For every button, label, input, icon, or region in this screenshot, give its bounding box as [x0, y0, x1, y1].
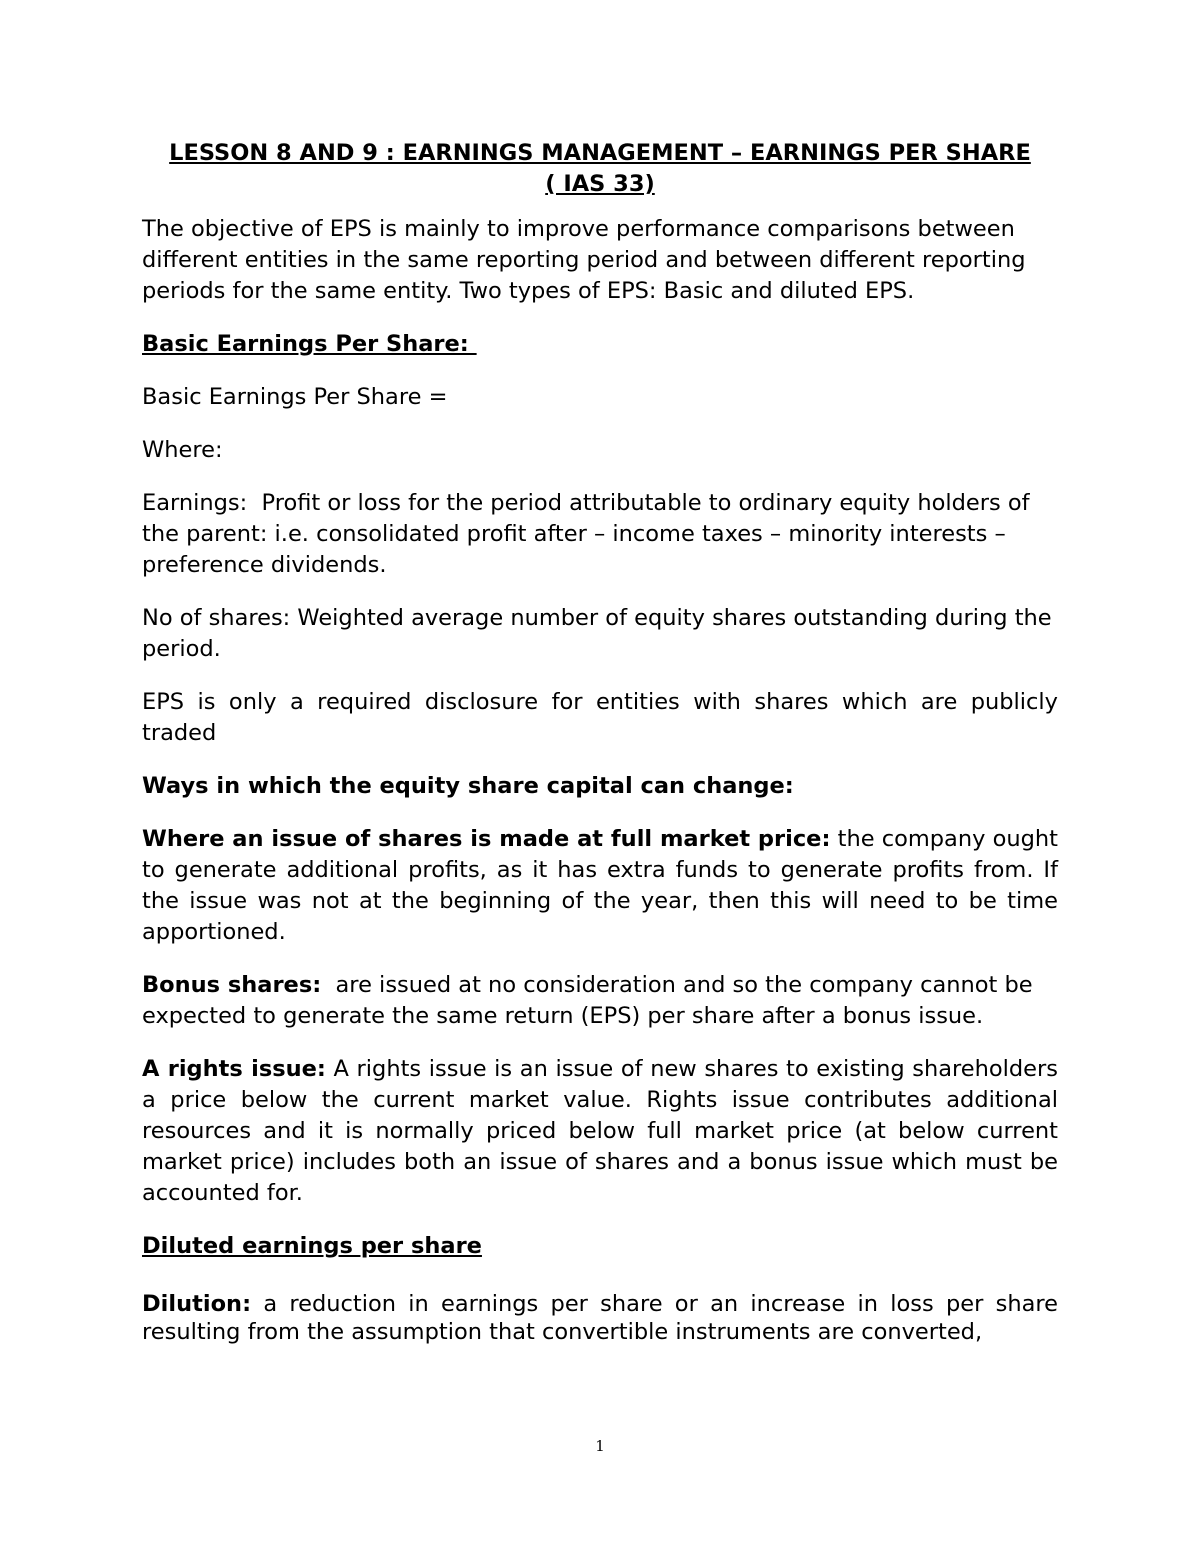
bonus-paragraph	[142, 970, 1058, 1032]
bonus-text: are issued at no consideration and so the company cannot be expected to generate the same return (EPS) per share after a bonus issue.	[142, 972, 1040, 1029]
dilution-text: a reduction in earnings per share or an increase in loss per share resulting from the assumption that convertible instruments are converted,	[142, 1291, 1058, 1345]
earnings-definition: Earnings: Profit or loss for the period attributable to ordinary equity holders of the parent: i.e. consolidated profit after – income taxes – minority interests – preference dividends.	[142, 490, 1037, 578]
full-price-text: the company ought to generate additional profits, as it has extra funds to generate profits from. If the issue was not at the beginning of the year, then this will need to be time apportioned.	[142, 826, 1058, 945]
title-line-1: LESSON 8 AND 9 : EARNINGS MANAGEMENT – EARNINGS PER SHARE	[169, 140, 1031, 166]
full-price-paragraph	[142, 824, 1058, 948]
basic-eps-heading-text: Basic Earnings Per Share:	[142, 331, 477, 357]
shares-definition: No of shares: Weighted average number of equity shares outstanding during the period.	[142, 605, 1052, 662]
page-title	[142, 138, 1058, 200]
bonus-label: Bonus shares:	[142, 972, 322, 998]
page-number: 1	[595, 1437, 605, 1455]
rights-text: A rights issue is an issue of new shares to existing shareholders a price below the current market value. Rights issue contributes additional resources and it is normally priced below full market price (at below current market price) includes both an issue of shares and a bonus issue which must be accounted for.	[142, 1056, 1058, 1206]
dilution-paragraph	[142, 1290, 1058, 1346]
basic-eps-heading	[142, 329, 1058, 360]
title-line-2: ( IAS 33)	[545, 171, 655, 197]
diluted-eps-heading: Diluted earnings per share	[142, 1233, 482, 1259]
document-body	[142, 138, 1058, 1346]
basic-eps-formula: Basic Earnings Per Share =	[142, 384, 448, 410]
dilution-label: Dilution:	[142, 1291, 252, 1317]
eps-disclosure-paragraph: EPS is only a required disclosure for entities with shares which are publicly traded	[142, 689, 1058, 746]
full-price-label: Where an issue of shares is made at full market price:	[142, 826, 831, 852]
rights-label: A rights issue:	[142, 1056, 326, 1082]
intro-paragraph: The objective of EPS is mainly to improve performance comparisons between different entities in the same reporting period and between different reporting periods for the same entity. Two types of EPS: Basic and diluted EPS.	[142, 216, 1026, 304]
where-label: Where:	[142, 437, 223, 463]
ways-heading: Ways in which the equity share capital can change:	[142, 773, 794, 799]
rights-paragraph	[142, 1054, 1058, 1209]
